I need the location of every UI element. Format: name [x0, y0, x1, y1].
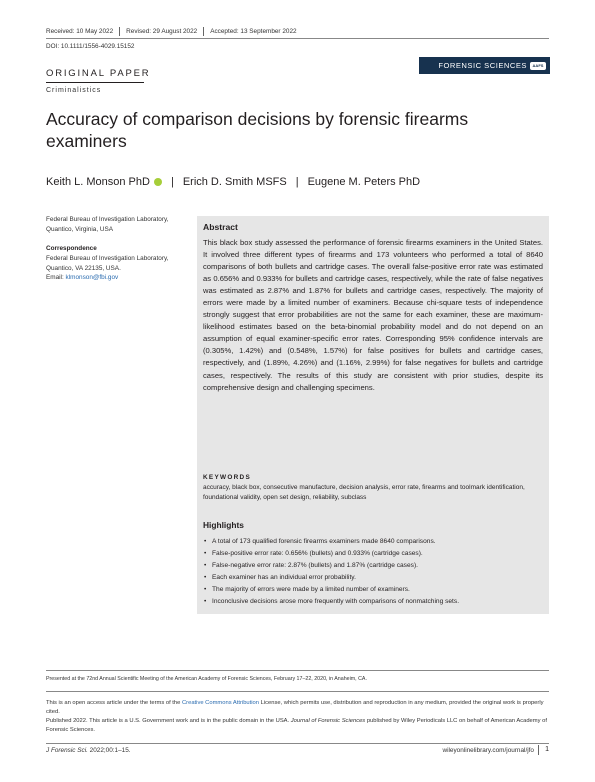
- accepted-date: Accepted: 13 September 2022: [210, 28, 297, 35]
- received-date: Received: 10 May 2022: [46, 28, 114, 35]
- license-note: [46, 699, 549, 717]
- subject-category: Criminalistics: [46, 87, 102, 94]
- abstract-heading: Abstract: [203, 222, 238, 232]
- header-rule: [46, 38, 549, 39]
- creative-commons-link[interactable]: Creative Commons Attribution: [181, 700, 259, 706]
- affiliation: Federal Bureau of Investigation Laboratory, Quantico, Virginia, USA: [46, 216, 169, 233]
- abstract-box: [197, 216, 549, 614]
- correspondence-heading: Correspondence: [46, 245, 97, 252]
- date-separator: [203, 27, 204, 36]
- journal-logo[interactable]: [419, 57, 550, 74]
- presented-footnote: Presented at the 72nd Annual Scientific Meeting of the American Academy of Forensic Sciences, February 17–22, 2020, in Anaheim, CA.: [46, 676, 367, 682]
- highlight-item: • Inconclusive decisions arose more frequently with comparisons of nonmatching sets.: [203, 596, 543, 608]
- correspondence-email-link[interactable]: klmonson@fbi.gov: [65, 274, 119, 282]
- author-name[interactable]: Keith L. Monson PhD: [46, 176, 150, 188]
- abstract-text: This black box study assessed the performance of forensic firearms examiners in the United States. It involved three different types of firearms and 173 volunteers who performed a total of 8640 comparisons of both bullets and cartridge cases. The overall false-positive error rate was estimated as 0.656% and 0.933% for bullets and cartridge cases, respectively, while the rate of false negatives was estimated as 2.87% and 1.87% for bullets and cartridge cases, respectively. The majority of errors were made by a limited number of examiners. Because chi-square tests of independence strongly suggest that error probabilities are not the same for each examiner, these are maximum-likelihood estimates based on the beta-binomial probability model and do not depend on an assumption of equal examiner-specific error rates. Corresponding 95% confidence intervals are (0.305%, 1.42%) and (0.548%, 1.57%) for false positives for bullets and cartridge cases, respectively, and (1.89%, 4.26%) and (1.16%, 2.99%) for false negatives for bullets and cartridge cases, respectively. The results of this study are consistent with prior studies, despite its comprehensive design and challenging specimens.: [203, 238, 543, 392]
- date-separator: [119, 27, 120, 36]
- author-separator: |: [170, 176, 174, 188]
- correspondence-block: [46, 254, 186, 283]
- highlight-item: • A total of 173 qualified forensic firearms examiners made 8640 comparisons.: [203, 536, 543, 548]
- correspondence-address: Federal Bureau of Investigation Laboratory, Quantico, VA 22135, USA.: [46, 255, 169, 272]
- article-dates: [46, 27, 297, 36]
- journal-site-link[interactable]: wileyonlinelibrary.com/journal/jfo: [442, 747, 534, 754]
- article-title: Accuracy of comparison decisions by forensic firearms examiners: [46, 109, 469, 151]
- page-number: 1: [545, 746, 549, 753]
- citation-journal: J Forensic Sci.: [46, 747, 88, 754]
- highlights-list: [203, 536, 543, 608]
- keywords-heading: KEYWORDS: [203, 474, 252, 481]
- footer-rule: [46, 743, 549, 744]
- orcid-icon[interactable]: [154, 178, 162, 186]
- doi[interactable]: DOI: 10.1111/1556-4029.15152: [46, 43, 135, 50]
- revised-date: Revised: 29 August 2022: [126, 28, 198, 35]
- license-rule: [46, 691, 549, 692]
- author-list: [46, 176, 420, 188]
- journal-logo-text: FORENSIC SCIENCES: [438, 61, 527, 70]
- published-note: [46, 717, 549, 735]
- keywords-text: accuracy, black box, consecutive manufacture, decision analysis, error rate, firearms and toolmark identification, foundational validity, open set design, reliability, subclass: [203, 484, 525, 501]
- email-label: Email:: [46, 274, 64, 282]
- citation: [46, 747, 131, 754]
- article-type: ORIGINAL PAPER: [46, 68, 151, 79]
- highlight-item: • The majority of errors were made by a limited number of examiners.: [203, 584, 543, 596]
- journal-name: Journal of Forensic Sciences: [290, 718, 366, 724]
- citation-volume: 2022;00:1–15.: [87, 747, 131, 754]
- page-separator: [538, 745, 539, 755]
- highlight-item: • Each examiner has an individual error probability.: [203, 572, 543, 584]
- license-text: This is an open access article under the terms of the: [46, 700, 182, 706]
- highlights-heading: Highlights: [203, 520, 244, 530]
- published-text: Published 2022. This article is a U.S. Government work and is in the public domain in the USA.: [46, 718, 291, 724]
- published-text: published by Wiley Periodicals LLC on behalf of American Academy of Forensic Sciences.: [46, 718, 547, 733]
- highlight-item: • False-negative error rate: 2.87% (bullets) and 1.87% (cartridge cases).: [203, 560, 543, 572]
- author-separator: |: [295, 176, 299, 188]
- highlight-item: • False-positive error rate: 0.656% (bullets) and 0.933% (cartridge cases).: [203, 548, 543, 560]
- aafs-seal-icon: AAFS: [530, 62, 546, 70]
- author-name[interactable]: Eugene M. Peters PhD: [307, 176, 421, 188]
- article-type-rule: [46, 82, 144, 83]
- author-name[interactable]: Erich D. Smith MSFS: [182, 176, 287, 188]
- footnote-rule: [46, 670, 549, 671]
- license-text: License, which permits use, distribution and reproduction in any medium, provided the original work is properly cited.: [46, 700, 544, 715]
